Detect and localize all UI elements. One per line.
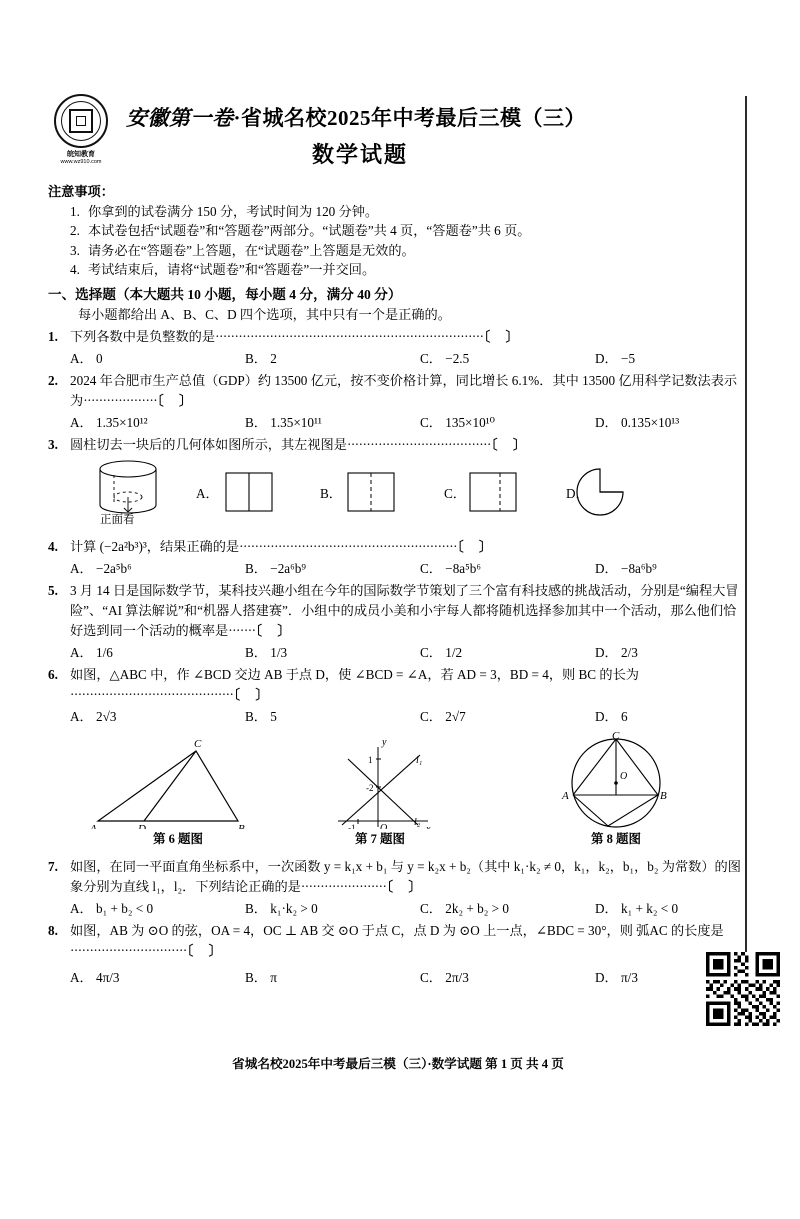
option-d[interactable]: D． π/3: [595, 969, 638, 985]
note-item: [48, 241, 748, 261]
option-d[interactable]: D． 6: [595, 708, 628, 724]
option-d[interactable]: D． 0.135×10¹³: [595, 414, 680, 430]
question-number: 1.: [48, 328, 58, 344]
question-7-options: [48, 898, 770, 917]
paper-header: [48, 88, 748, 180]
option-b[interactable]: B． π: [245, 969, 277, 985]
svg-text:C: C: [194, 737, 202, 750]
question-stem: 圆柱切去一块后的几何体如图所示，其左视图是·····································〔 〕: [70, 436, 533, 452]
option-a[interactable]: A． 1/6: [70, 644, 113, 660]
question-stem: 如图，△ABC 中，作 ∠BCD 交边 AB 于点 D，使 ∠BCD = ∠A，若 AD = 3，BD = 4，则 BC 的长为··········································〔 〕: [70, 666, 639, 702]
option-d[interactable]: D． k₁ + k₂ < 0: [595, 900, 679, 916]
question-5: [48, 581, 748, 641]
question-8-options: [48, 967, 770, 986]
qr-code-icon: [706, 952, 780, 1026]
note-item: [48, 221, 748, 241]
option-b[interactable]: B． 1/3: [245, 644, 288, 660]
notes-title: 注意事项：: [48, 184, 114, 199]
figures-svg: [48, 729, 748, 829]
option-c[interactable]: C． 135×10¹⁰: [420, 414, 495, 430]
option-c[interactable]: C． 1/2: [420, 644, 463, 660]
section-note: 每小题都给出 A、B、C、D 四个选项，其中只有一个是正确的。: [78, 306, 451, 322]
q3-option-d[interactable]: D．: [566, 485, 589, 501]
question-text: 计算 (−2a²b³)³，结果正确的是: [70, 538, 240, 554]
option-b[interactable]: B． 1.35×10¹¹: [245, 414, 322, 430]
question-number: 6.: [48, 666, 58, 682]
page-footer: 省城名校2025年中考最后三模（三）·数学试题 第 1 页 共 4 页: [232, 1057, 564, 1071]
q3-option-b[interactable]: B．: [320, 485, 342, 501]
svg-text:y: y: [382, 736, 387, 748]
question-number: 7.: [48, 858, 58, 874]
question-1-options: [48, 348, 770, 367]
option-c[interactable]: C． 2k₂ + b₂ > 0: [420, 900, 509, 916]
question-number: 4.: [48, 538, 58, 554]
svg-text:O: O: [620, 770, 628, 782]
option-a[interactable]: A． 0: [70, 350, 103, 366]
question-number: 8.: [48, 922, 58, 938]
question-stem: 3 月 14 日是国际数学节，某科技兴趣小组在今年的国际数学节策划了三个富有科技感的挑战活动，分别是“编程大冒险”、“AI 算法解说”和“机器人搭建赛”．小组中的成员小美和小宇每人都将随机选择参加其中一个活动，那么他们恰好选到同一个活动的概率是·······〔 〕: [70, 582, 739, 638]
option-b[interactable]: B． 2: [245, 350, 277, 366]
q3-figure-svg: [48, 457, 748, 523]
svg-text:l₂: l₂: [414, 816, 421, 828]
svg-text:O: O: [380, 822, 388, 829]
subject-title: 数学试题: [312, 142, 409, 167]
option-a[interactable]: A． b₁ + b₂ < 0: [70, 900, 154, 916]
svg-text:1: 1: [368, 754, 373, 765]
q3-front-view-label: 正面看: [100, 513, 135, 526]
question-1: [48, 327, 748, 347]
q3-option-c[interactable]: C．: [444, 485, 466, 501]
option-b[interactable]: B． 5: [245, 708, 277, 724]
question-number: 5.: [48, 582, 58, 598]
question-2: [48, 371, 748, 411]
svg-text:C: C: [612, 729, 620, 742]
question-number: 3.: [48, 436, 58, 452]
question-3: [48, 435, 748, 455]
seal-icon: [54, 94, 108, 148]
svg-text:-2: -2: [366, 782, 374, 793]
question-text: 下列各数中是负整数的是: [70, 328, 216, 344]
figure-caption-6: 第 6 题图: [152, 831, 203, 846]
question-number: 2.: [48, 372, 58, 388]
note-item: [48, 260, 748, 280]
question-4: [48, 537, 748, 557]
publisher-logo: [48, 94, 114, 166]
title-main-text: ·省城名校2025年中考最后三模（三）: [233, 106, 587, 130]
option-a[interactable]: A． 4π/3: [70, 969, 120, 985]
question-text: 如图，AB 为 ⊙O 的弦，OA = 4，OC ⊥ AB 交 ⊙O 于点 C，点 D 为 ⊙O 上一点，∠BDC = 30°，则 弧AC 的长度是: [70, 922, 724, 938]
option-d[interactable]: D． −5: [595, 350, 636, 366]
question-6-options: [48, 706, 770, 725]
question-7: [48, 857, 748, 897]
note-text: 考试结束后，请将“试题卷”和“答题卷”一并交回。: [88, 262, 376, 277]
svg-text:l₁: l₁: [416, 754, 423, 766]
question-6: [48, 665, 748, 705]
question-text: 如图，在同一平面直角坐标系中，一次函数 y = k₁x + b₁ 与 y = k₂x + b₂（其中 k₁·k₂ ≠ 0，k₁，k₂，b₁，b₂ 为常数）的图象分别为直线 l₁，l₂．下列结论正确的是: [70, 858, 741, 894]
exam-paper: [48, 88, 748, 1071]
page-title: [126, 102, 586, 132]
option-a[interactable]: A． −2a⁵b⁶: [70, 560, 132, 576]
svg-text:A: A: [90, 822, 97, 829]
option-c[interactable]: C． 2π/3: [420, 969, 469, 985]
note-number: 1.: [70, 203, 80, 219]
question-stem: 下列各数中是负整数的是·····································································〔 〕: [70, 328, 525, 344]
note-item: [48, 202, 748, 222]
option-b[interactable]: B． k₁·k₂ > 0: [245, 900, 318, 916]
q3-option-a[interactable]: A．: [196, 485, 219, 501]
question-2-options: [48, 412, 770, 431]
section-heading: 一、选择题（本大题共 10 小题，每小题 4 分，满分 40 分）: [48, 286, 402, 302]
option-d[interactable]: D． 2/3: [595, 644, 638, 660]
note-text: 你拿到的试卷满分 150 分，考试时间为 120 分钟。: [88, 203, 379, 219]
note-number: 3.: [70, 242, 80, 258]
question-text: 3 月 14 日是国际数学节，某科技兴趣小组在今年的国际数学节策划了三个富有科技感的挑战活动，分别是“编程大冒险”、“AI 算法解说”和“机器人搭建赛”．小组中的成员小美和小宇每人都将随机选择参加其中一个活动，那么他们恰好选到同一个活动的概率是: [70, 582, 739, 638]
figure-caption-7: 第 7 题图: [354, 831, 405, 846]
question-5-options: [48, 642, 770, 661]
option-b[interactable]: B． −2a⁶b⁹: [245, 560, 306, 576]
logo-text: 皖知教育: [67, 151, 95, 158]
question-text: 2024 年合肥市生产总值（GDP）约 13500 亿元，按不变价格计算，同比增长 6.1%．其中 13500 亿用科学记数法表示为: [70, 372, 738, 408]
question-text: 圆柱切去一块后的几何体如图所示，其左视图是: [70, 436, 347, 452]
option-a[interactable]: A． 2√3: [70, 708, 117, 724]
option-a[interactable]: A． 1.35×10¹²: [70, 414, 148, 430]
figure-row: [48, 729, 748, 847]
option-c[interactable]: C． −8a⁵b⁶: [420, 560, 481, 576]
note-text: 本试卷包括“试题卷”和“答题卷”两部分。“试题卷”共 4 页，“答题卷”共 6 页。: [88, 223, 531, 238]
svg-text:B: B: [238, 822, 245, 829]
logo-website: www.wz910.com: [60, 159, 102, 165]
exam-notes: [48, 182, 748, 280]
note-number: 2.: [70, 223, 80, 238]
note-number: 4.: [70, 262, 80, 277]
figure-caption-8: 第 8 题图: [590, 831, 641, 846]
svg-text:A: A: [562, 789, 569, 802]
question-3-figures: [48, 457, 748, 526]
option-c[interactable]: C． 2√7: [420, 708, 466, 724]
svg-text:D: D: [138, 822, 146, 829]
question-stem: 2024 年合肥市生产总值（GDP）约 13500 亿元，按不变价格计算，同比增长 6.1%．其中 13500 亿用科学记数法表示为···················〔 〕: [70, 372, 738, 408]
svg-text:-1: -1: [348, 822, 356, 829]
svg-text:B: B: [660, 789, 667, 802]
question-stem: 如图，AB 为 ⊙O 的弦，OA = 4，OC ⊥ AB 交 ⊙O 于点 C，点 D 为 ⊙O 上一点，∠BDC = 30°，则 弧AC 的长度是······························〔 〕: [70, 922, 724, 958]
brand-name: 安徽第一卷: [126, 106, 234, 130]
option-d[interactable]: D． −8a⁶b⁹: [595, 560, 657, 576]
question-4-options: [48, 558, 770, 577]
option-c[interactable]: C． −2.5: [420, 350, 470, 366]
question-stem: 计算 (−2a²b³)³，结果正确的是························································〔 〕: [70, 538, 499, 554]
question-stem: 如图，在同一平面直角坐标系中，一次函数 y = k₁x + b₁ 与 y = k₂x + b₂（其中 k₁·k₂ ≠ 0，k₁，k₂，b₁，b₂ 为常数）的图象分别为直线 l₁，l₂．下列结论正确的是······················〔 〕: [70, 858, 741, 894]
question-8: [48, 921, 748, 961]
note-text: 请务必在“答题卷”上答题，在“试题卷”上答题是无效的。: [88, 242, 415, 258]
notes-list: [48, 202, 748, 280]
qr-code[interactable]: [706, 952, 780, 1026]
question-text: 如图，△ABC 中，作 ∠BCD 交边 AB 于点 D，使 ∠BCD = ∠A，若 AD = 3，BD = 4，则 BC 的长为: [70, 666, 639, 682]
